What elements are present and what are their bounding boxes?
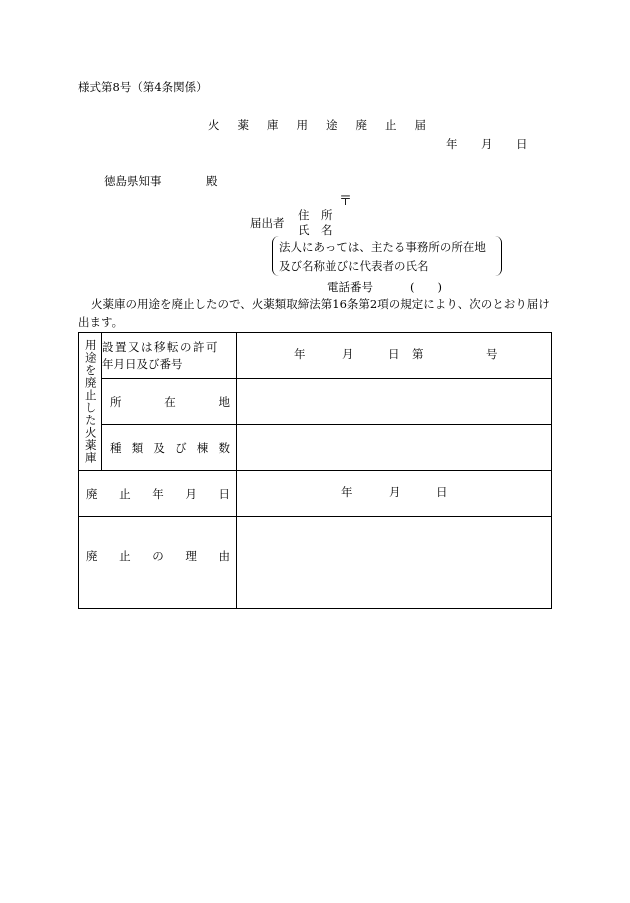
body-text-line1: 火薬庫の用途を廃止したので、火薬類取締法第16条第2項の規定により、次のとおり届け [91,297,550,311]
permit-day: 日 [388,346,400,361]
body-text-line2: 出ます。 [78,315,124,329]
phone-label: 電話番号 [327,280,373,294]
name-label: 氏 名 [298,223,333,237]
abolish-date-value-cell[interactable] [237,471,552,517]
permit-label-line1: 設置又は移転の許可 [102,339,219,354]
phone-parens: ( ) [410,280,442,294]
type-label-cell [102,425,237,471]
title-char: 薬 [237,118,249,132]
corp-note-line1: 法人にあっては、主たる事務所の所在地 [279,240,486,254]
type-value-cell[interactable] [237,425,552,471]
title-char: 届 [414,118,426,132]
addressee-honorific: 殿 [206,174,218,188]
permit-year: 年 [294,346,306,361]
abolish-date-label-cell [79,471,237,517]
title-char: 廃 [355,118,367,132]
abolish-year: 年 [341,484,353,499]
permit-label-line2: 年月日及び番号 [102,356,183,371]
applicant-label: 届出者 [250,216,285,230]
abolish-month: 月 [389,484,401,499]
form-number: 様式第8号（第4条関係） [78,80,208,94]
address-label: 住 所 [298,208,333,222]
date-day: 日 [516,137,528,151]
group-label: 用途を廃止した火薬庫 [83,339,98,464]
location-label: 所 在 地 [110,394,230,409]
permit-label-cell [102,333,237,379]
location-label-cell [102,379,237,425]
page-title [208,120,426,132]
group-label-cell [79,333,102,471]
abolish-day: 日 [436,484,448,499]
permit-dai: 第 [412,346,424,361]
corp-note-line2: 及び名称並びに代表者の氏名 [279,259,429,273]
date-month: 月 [481,137,493,151]
postal-mark: 〒 [339,194,353,209]
type-label: 種 類 及 び 棟 数 [110,440,230,455]
permit-go: 号 [486,346,498,361]
abolish-reason-value-cell[interactable] [237,517,552,609]
permit-month: 月 [342,346,354,361]
title-char: 庫 [267,118,279,132]
title-char: 途 [326,118,338,132]
title-char: 用 [296,118,308,132]
notification-table [78,332,552,609]
location-value-cell[interactable] [237,379,552,425]
title-char: 止 [385,118,397,132]
abolish-reason-label: 廃 止 の 理 由 [86,549,230,563]
date-year: 年 [446,137,458,151]
abolish-date-label: 廃 止 年 月 日 [86,486,230,501]
permit-value-cell[interactable] [237,333,552,379]
addressee-name: 徳島県知事 [104,174,162,188]
title-char: 火 [208,118,220,132]
abolish-reason-label-cell [79,517,237,609]
